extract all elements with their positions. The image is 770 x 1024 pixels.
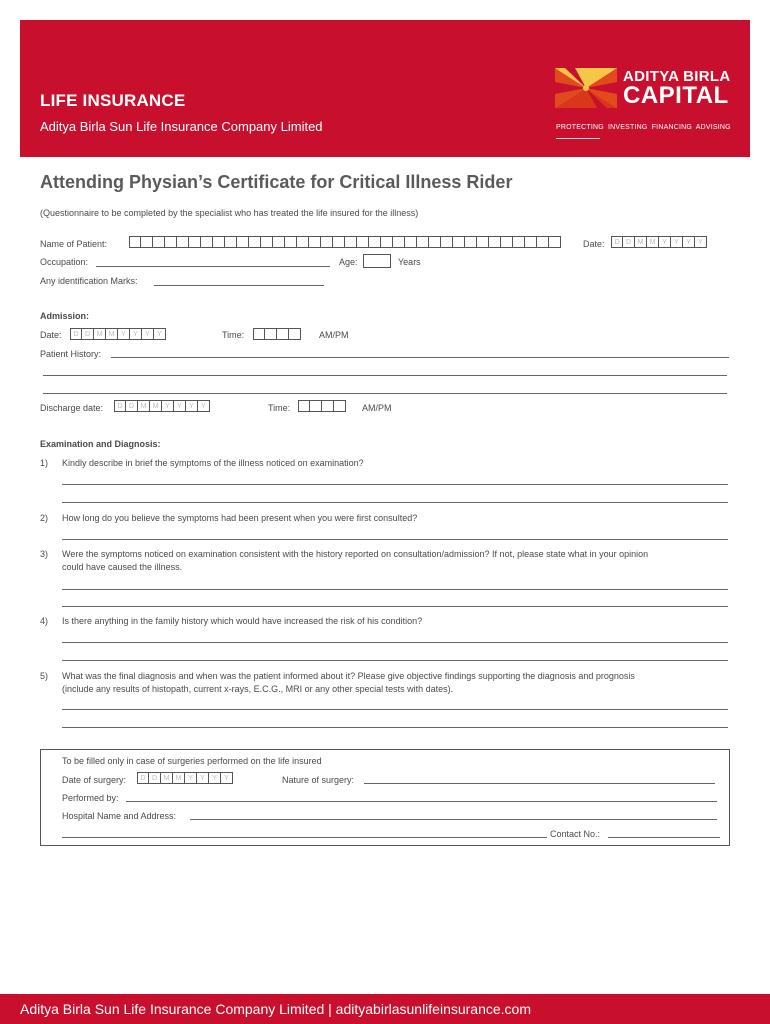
- input-cell[interactable]: [225, 236, 237, 248]
- input-cell[interactable]: Y: [186, 400, 198, 412]
- answer-2-line-1[interactable]: [62, 539, 728, 540]
- input-cell[interactable]: [477, 236, 489, 248]
- input-cell[interactable]: Y: [198, 400, 210, 412]
- input-cell[interactable]: [525, 236, 537, 248]
- input-cell[interactable]: Y: [142, 328, 154, 340]
- input-cell[interactable]: [489, 236, 501, 248]
- patient-history-line-3[interactable]: [43, 393, 727, 394]
- input-cell[interactable]: [549, 236, 561, 248]
- input-cell[interactable]: Y: [130, 328, 142, 340]
- discharge-date-input[interactable]: [114, 400, 210, 412]
- performed-by-label: Performed by:: [62, 793, 119, 803]
- input-cell[interactable]: [273, 236, 285, 248]
- input-cell[interactable]: M: [138, 400, 150, 412]
- input-cell[interactable]: [277, 328, 289, 340]
- input-cell[interactable]: Y: [118, 328, 130, 340]
- input-cell[interactable]: [369, 236, 381, 248]
- input-cell[interactable]: Y: [659, 236, 671, 248]
- admission-date-input[interactable]: [70, 328, 166, 340]
- input-cell[interactable]: D: [623, 236, 635, 248]
- input-cell[interactable]: Y: [221, 772, 233, 784]
- answer-4-line-2[interactable]: [62, 660, 728, 661]
- date-label: Date:: [583, 239, 605, 249]
- input-cell[interactable]: M: [647, 236, 659, 248]
- admission-ampm-label: AM/PM: [319, 330, 349, 340]
- input-cell[interactable]: [465, 236, 477, 248]
- question-5-text: What was the final diagnosis and when was the patient informed about it? Please give objective findings supporting the diagnosis and prognosis: [62, 671, 635, 681]
- input-cell[interactable]: [165, 236, 177, 248]
- company-logo: [555, 68, 735, 112]
- question-4-number: 4): [40, 616, 49, 626]
- footer-banner: [0, 994, 770, 1024]
- input-cell[interactable]: [309, 236, 321, 248]
- input-cell[interactable]: [261, 236, 273, 248]
- input-cell[interactable]: Y: [209, 772, 221, 784]
- contact-label: Contact No.:: [550, 829, 601, 839]
- years-label: Years: [398, 257, 421, 267]
- question-1-text: Kindly describe in brief the symptoms of the illness noticed on examination?: [62, 458, 364, 468]
- input-cell[interactable]: Y: [695, 236, 707, 248]
- discharge-ampm-label: AM/PM: [362, 403, 392, 413]
- question-2-text: How long do you believe the symptoms had been present when you were first consulted?: [62, 513, 418, 523]
- answer-3-line-1[interactable]: [62, 589, 728, 590]
- question-3-text: Were the symptoms noticed on examination consistent with the history reported on consultation/admission? If not, please state what in your opinion: [62, 549, 649, 559]
- answer-1-line-1[interactable]: [62, 484, 728, 485]
- answer-4-line-1[interactable]: [62, 642, 728, 643]
- input-cell[interactable]: [285, 236, 297, 248]
- admission-time-input[interactable]: [253, 328, 301, 340]
- input-cell[interactable]: [381, 236, 393, 248]
- input-cell[interactable]: M: [106, 328, 118, 340]
- logo-text-line1: ADITYA BIRLA: [623, 68, 731, 85]
- patient-history-line-1[interactable]: [111, 357, 729, 358]
- input-cell[interactable]: [501, 236, 513, 248]
- surgery-date-label: Date of surgery:: [62, 775, 127, 785]
- input-cell[interactable]: [129, 236, 141, 248]
- hospital-label: Hospital Name and Address:: [62, 811, 177, 821]
- input-cell[interactable]: [237, 236, 249, 248]
- input-cell[interactable]: M: [635, 236, 647, 248]
- input-cell[interactable]: D: [82, 328, 94, 340]
- surgery-nature-field[interactable]: [364, 783, 715, 784]
- question-3-number: 3): [40, 549, 49, 559]
- answer-5-line-2[interactable]: [62, 727, 728, 728]
- input-cell[interactable]: [298, 400, 310, 412]
- patient-history-label: Patient History:: [40, 349, 102, 359]
- contact-field[interactable]: [608, 837, 720, 838]
- input-cell[interactable]: [441, 236, 453, 248]
- input-cell[interactable]: M: [150, 400, 162, 412]
- input-cell[interactable]: Y: [154, 328, 166, 340]
- question-2-number: 2): [40, 513, 49, 523]
- input-cell[interactable]: [429, 236, 441, 248]
- answer-3-line-2[interactable]: [62, 606, 728, 607]
- performed-by-field[interactable]: [126, 801, 717, 802]
- identification-marks-label: Any identification Marks:: [40, 276, 138, 286]
- input-cell[interactable]: Y: [197, 772, 209, 784]
- discharge-time-label: Time:: [268, 403, 291, 413]
- patient-history-line-2[interactable]: [43, 375, 727, 376]
- answer-5-line-1[interactable]: [62, 709, 728, 710]
- input-cell[interactable]: [213, 236, 225, 248]
- hospital-field-line-1[interactable]: [190, 819, 717, 820]
- admission-time-label: Time:: [222, 330, 245, 340]
- input-cell[interactable]: D: [149, 772, 161, 784]
- admission-date-label: Date:: [40, 330, 62, 340]
- input-cell[interactable]: [153, 236, 165, 248]
- input-cell[interactable]: [334, 400, 346, 412]
- input-cell[interactable]: [297, 236, 309, 248]
- input-cell[interactable]: [322, 400, 334, 412]
- occupation-label: Occupation:: [40, 257, 89, 267]
- admission-heading: Admission:: [40, 311, 90, 321]
- company-name: Aditya Birla Sun Life Insurance Company Limited: [40, 119, 323, 134]
- surgery-heading: To be filled only in case of surgeries performed on the life insured: [62, 756, 322, 766]
- input-cell[interactable]: D: [70, 328, 82, 340]
- surgery-nature-label: Nature of surgery:: [282, 775, 355, 785]
- examination-heading: Examination and Diagnosis:: [40, 439, 161, 449]
- question-5-number: 5): [40, 671, 49, 681]
- header-banner: [20, 20, 750, 157]
- surgery-date-input[interactable]: [137, 772, 233, 784]
- question-3-text-continued: could have caused the illness.: [62, 562, 183, 572]
- input-cell[interactable]: D: [611, 236, 623, 248]
- footer-text: Aditya Birla Sun Life Insurance Company Limited | adityabirlasunlifeinsurance.com: [20, 1001, 532, 1017]
- question-5-text-continued: (include any results of histopath, current x-rays, E.C.G., MRI or any other special tests with dates).: [62, 684, 454, 694]
- input-cell[interactable]: D: [114, 400, 126, 412]
- input-cell[interactable]: Y: [174, 400, 186, 412]
- input-cell[interactable]: Y: [671, 236, 683, 248]
- input-cell[interactable]: [453, 236, 465, 248]
- hospital-field-line-2[interactable]: [62, 837, 547, 838]
- input-cell[interactable]: D: [137, 772, 149, 784]
- form-title: Attending Physian’s Certificate for Critical Illness Rider: [40, 172, 513, 192]
- input-cell[interactable]: [177, 236, 189, 248]
- patient-name-input[interactable]: [129, 236, 561, 248]
- input-cell[interactable]: Y: [185, 772, 197, 784]
- input-cell[interactable]: [310, 400, 322, 412]
- input-cell[interactable]: M: [161, 772, 173, 784]
- input-cell[interactable]: [249, 236, 261, 248]
- input-cell[interactable]: [393, 236, 405, 248]
- answer-1-line-2[interactable]: [62, 502, 728, 503]
- question-4-text: Is there anything in the family history which would have increased the risk of his condition?: [62, 616, 423, 626]
- discharge-date-label: Discharge date:: [40, 403, 104, 413]
- occupation-field[interactable]: [96, 266, 330, 267]
- patient-name-label: Name of Patient:: [40, 239, 108, 249]
- input-cell[interactable]: M: [173, 772, 185, 784]
- input-cell[interactable]: M: [94, 328, 106, 340]
- input-cell[interactable]: [265, 328, 277, 340]
- input-cell[interactable]: [417, 236, 429, 248]
- input-cell[interactable]: Y: [683, 236, 695, 248]
- input-cell[interactable]: [321, 236, 333, 248]
- input-cell[interactable]: [189, 236, 201, 248]
- input-cell[interactable]: D: [126, 400, 138, 412]
- discharge-time-input[interactable]: [298, 400, 346, 412]
- identification-marks-field[interactable]: [154, 285, 324, 286]
- date-input[interactable]: [611, 236, 707, 248]
- question-1-number: 1): [40, 458, 49, 468]
- input-cell[interactable]: Y: [162, 400, 174, 412]
- brand-tagline: PROTECTING INVESTING FINANCING ADVISING: [556, 124, 731, 131]
- input-cell[interactable]: [289, 328, 301, 340]
- input-cell[interactable]: [405, 236, 417, 248]
- input-cell[interactable]: [333, 236, 345, 248]
- input-cell[interactable]: [253, 328, 265, 340]
- logo-text-line2: CAPITAL: [623, 82, 729, 109]
- input-cell[interactable]: [201, 236, 213, 248]
- age-field[interactable]: [363, 254, 391, 268]
- age-label: Age:: [339, 257, 358, 267]
- form-instruction: (Questionnaire to be completed by the specialist who has treated the life insured for the illness): [40, 208, 419, 218]
- tagline-underline: [556, 138, 600, 139]
- input-cell[interactable]: [141, 236, 153, 248]
- input-cell[interactable]: [345, 236, 357, 248]
- product-title: LIFE INSURANCE: [40, 91, 186, 110]
- input-cell[interactable]: [357, 236, 369, 248]
- input-cell[interactable]: [537, 236, 549, 248]
- logo-mark-icon: [555, 68, 617, 108]
- input-cell[interactable]: [513, 236, 525, 248]
